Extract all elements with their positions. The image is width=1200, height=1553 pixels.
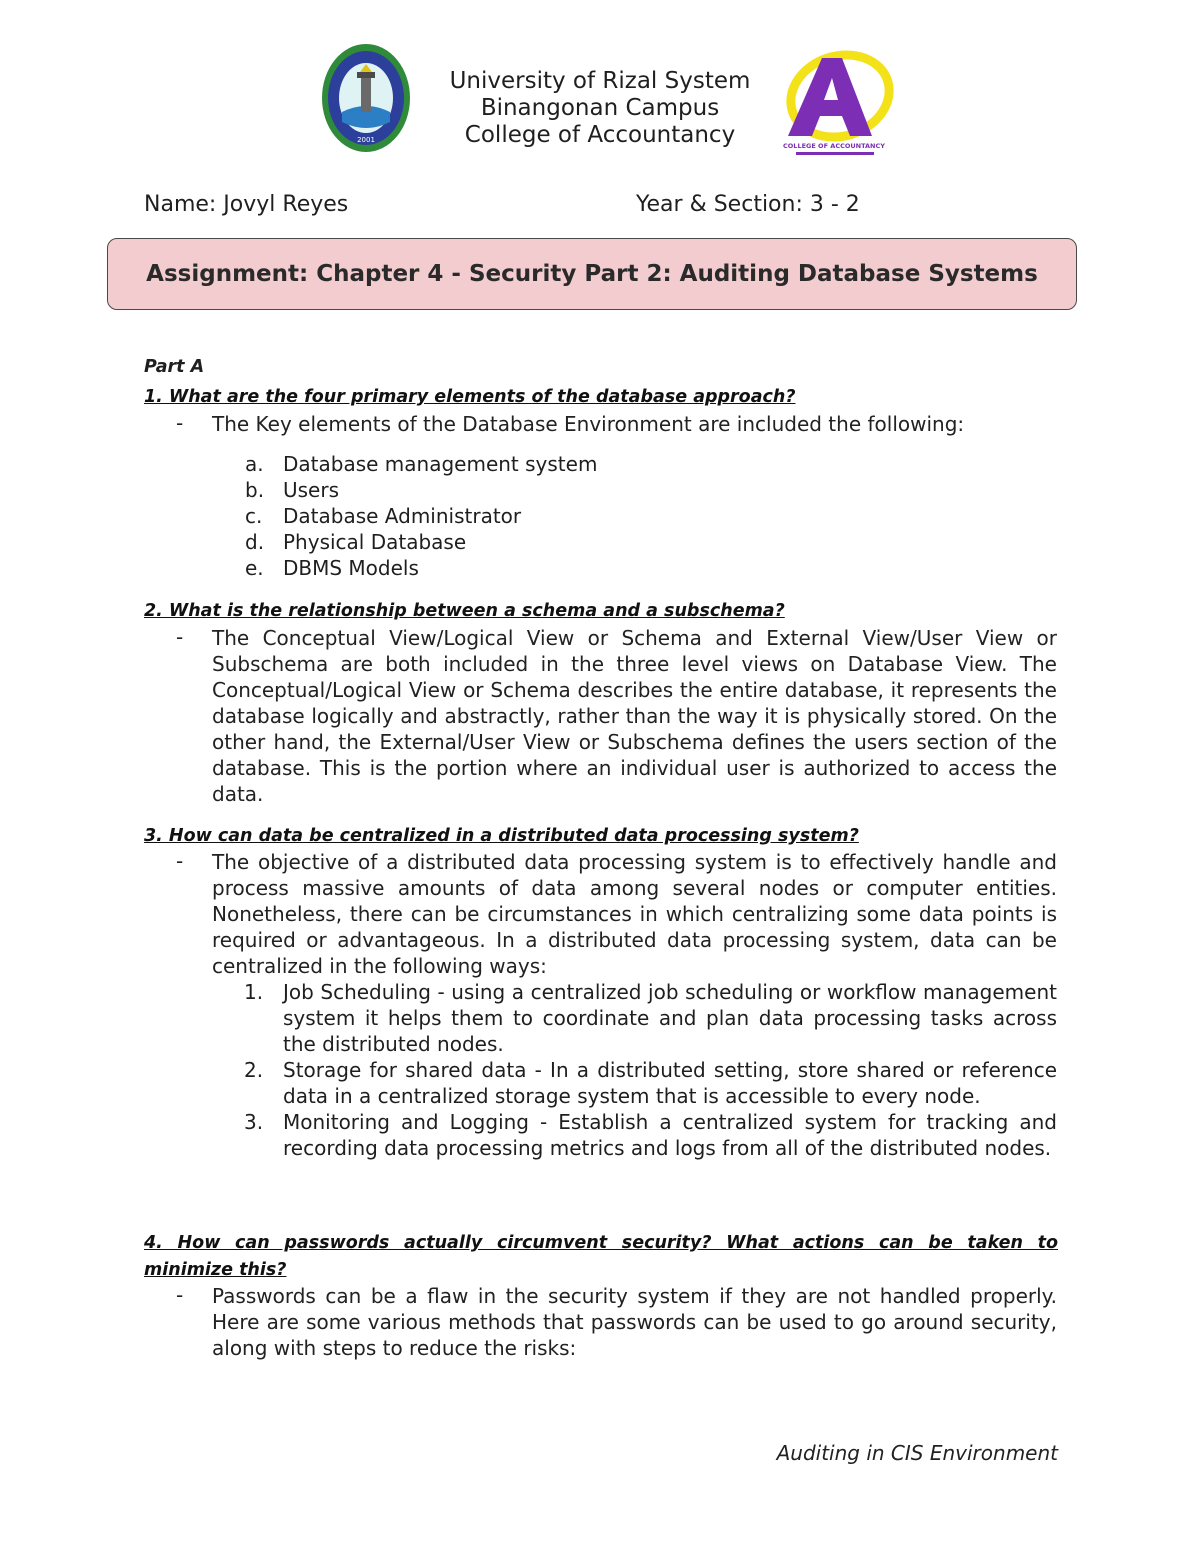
list-item: d. Physical Database — [245, 530, 467, 554]
q1-intro: The Key elements of the Database Environment are included the following: — [212, 412, 965, 436]
q1-element-list — [245, 451, 597, 581]
year-section: Year & Section: 3 - 2 — [636, 192, 860, 217]
dash-bullet: - — [176, 625, 184, 649]
college-name: College of Accountancy — [464, 122, 736, 148]
q3-method-list — [244, 979, 1057, 1161]
question-1: 1. What are the four primary elements of the database approach? — [144, 387, 796, 407]
dash-bullet: - — [176, 411, 184, 435]
list-item: 2. Storage for shared data - In a distributed setting, store shared or reference data in a centralized storage system that is accessible to every node. — [244, 1058, 1057, 1108]
list-item: 1. Job Scheduling - using a centralized job scheduling or workflow management system it helps them to coordinate and plan data processing tasks across the distributed nodes. — [244, 980, 1057, 1056]
assignment-title-box — [107, 238, 1077, 310]
seal-year: 2001 — [357, 136, 375, 144]
question-2: 2. What is the relationship between a schema and a subschema? — [144, 601, 785, 621]
part-label: Part A — [144, 357, 205, 377]
list-item: b. Users — [245, 478, 340, 502]
university-seal-logo — [320, 42, 412, 154]
dash-bullet: - — [176, 849, 184, 873]
question-4-line-1: 4. How can passwords actually circumvent security? What actions can be taken to — [144, 1233, 1058, 1253]
question-4-line-2: minimize this? — [144, 1260, 287, 1280]
footer-course-name: Auditing in CIS Environment — [776, 1441, 1058, 1465]
campus-name: Binangonan Campus — [480, 95, 720, 121]
q3-answer: The objective of a distributed data processing system is to effectively handle and process massive amounts of data among several nodes or computer entities. Nonetheless, there can be circumstances in which centralizing some data points is required or advantageous. In a distributed data processing system, data can be centralized in the following ways: — [212, 850, 1057, 978]
assignment-title: Assignment: Chapter 4 - Security Part 2: Auditing Database Systems — [146, 261, 1038, 287]
list-item: a. Database management system — [245, 452, 598, 476]
college-accountancy-logo — [776, 48, 896, 160]
university-name: University of Rizal System — [449, 68, 751, 94]
list-item: e. DBMS Models — [245, 556, 419, 580]
student-name: Name: Jovyl Reyes — [144, 192, 349, 217]
logo-caption: COLLEGE OF ACCOUNTANCY — [783, 142, 885, 150]
q2-answer: The Conceptual View/Logical View or Schema and External View/User View or Subschema are both included in the three level views on Database View. The Conceptual/Logical View or Schema describes the entire database, it represents the database logically and abstractly, rather than the way it is physically stored. On the other hand, the External/User View or Subschema defines the users section of the database. This is the portion where an individual user is authorized to access the data. — [212, 626, 1057, 806]
list-item: 3. Monitoring and Logging - Establish a centralized system for tracking and recording data processing metrics and logs from all of the distributed nodes. — [244, 1110, 1057, 1160]
list-item: c. Database Administrator — [245, 504, 522, 528]
dash-bullet: - — [176, 1283, 184, 1307]
question-3: 3. How can data be centralized in a distributed data processing system? — [144, 826, 859, 846]
q4-answer: Passwords can be a flaw in the security system if they are not handled properly. Here are some various methods that passwords can be used to go around security, along with steps to reduce the risks: — [212, 1284, 1057, 1360]
